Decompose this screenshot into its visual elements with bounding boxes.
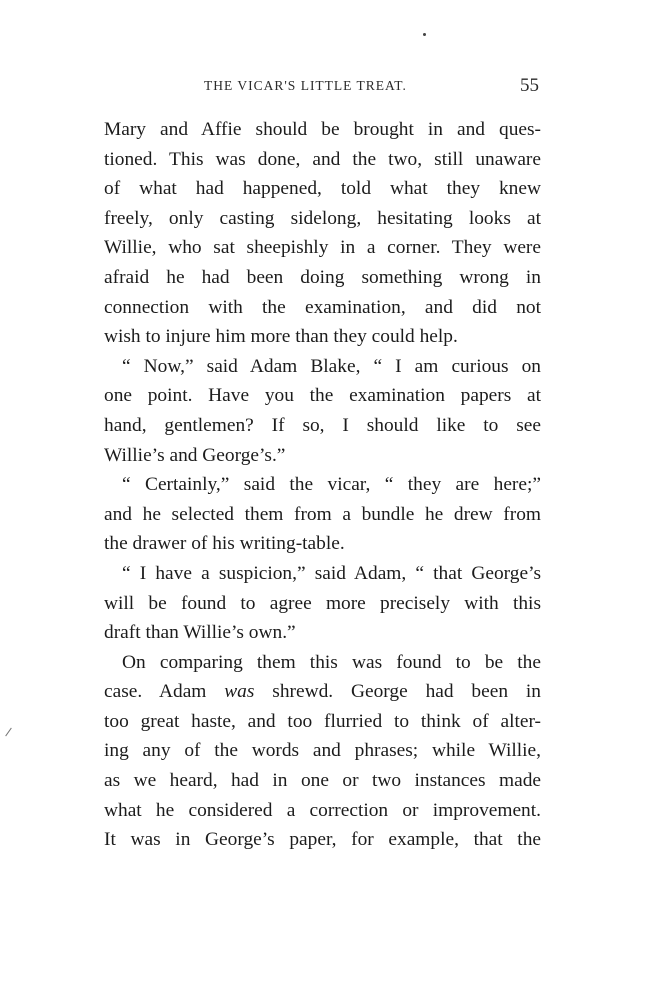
text-line: what he considered a correction or improvement. — [104, 799, 541, 821]
text-line: It was in George’s paper, for example, that the — [104, 829, 541, 851]
text-line: “ Certainly,” said the vicar, “ they are here;” — [122, 474, 541, 496]
text-line: one point. Have you the examination papers at — [104, 385, 541, 407]
text-line: as we heard, had in one or two instances made — [104, 770, 541, 792]
text-line: connection with the examination, and did not — [104, 296, 541, 318]
text-line: too great haste, and too flurried to think of alter- — [104, 710, 541, 732]
text-line: the drawer of his writing-table. — [104, 533, 345, 555]
page-header — [104, 75, 541, 102]
text-line: wish to injure him more than they could help. — [104, 326, 458, 348]
running-head: THE VICAR'S LITTLE TREAT. — [204, 78, 407, 93]
text-line: draft than Willie’s own.” — [104, 622, 296, 644]
speck-mark — [423, 33, 426, 36]
emphasized-word: was — [224, 681, 255, 703]
text-line: “ Now,” said Adam Blake, “ I am curious on — [122, 355, 541, 377]
text-line: Willie’s and George’s.” — [104, 444, 286, 466]
text-line: tioned. This was done, and the two, still unaware — [104, 148, 541, 170]
text-line: afraid he had been doing something wrong in — [104, 266, 541, 288]
text-line: case. Adam was shrewd. George had been in — [104, 681, 541, 703]
text-line: “ I have a suspicion,” said Adam, “ that George’s — [122, 562, 541, 584]
text-line: and he selected them from a bundle he drew from — [104, 503, 541, 525]
text-line: Mary and Affie should be brought in and ques- — [104, 119, 541, 140]
body-text — [104, 115, 541, 855]
margin-speck — [5, 728, 12, 737]
text-line: will be found to agree more precisely with this — [104, 592, 541, 614]
text-line: freely, only casting sidelong, hesitating looks at — [104, 207, 541, 229]
text-line: of what had happened, told what they knew — [104, 178, 541, 200]
page-number: 55 — [520, 75, 539, 96]
text-line: Willie, who sat sheepishly in a corner. They were — [104, 237, 541, 259]
text-line: ing any of the words and phrases; while Willie, — [104, 740, 541, 762]
text-line: hand, gentlemen? If so, I should like to see — [104, 414, 541, 436]
text-line: On comparing them this was found to be the — [122, 651, 541, 673]
